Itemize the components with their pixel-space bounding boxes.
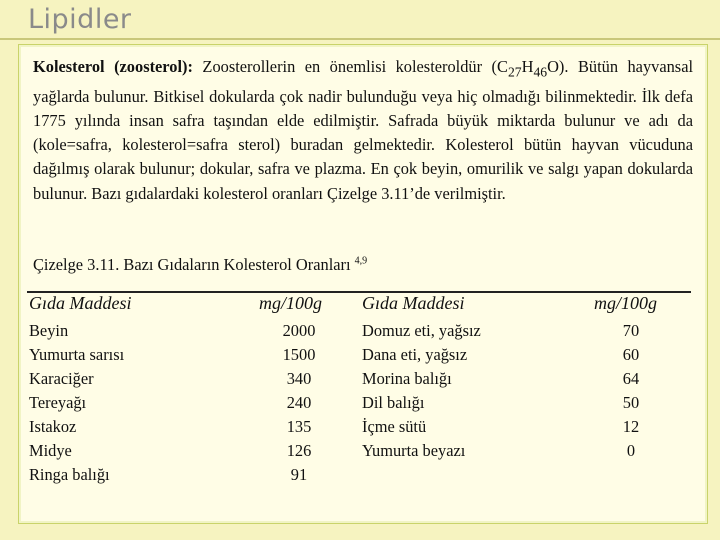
column-header-unit-left: mg/100g [259,293,322,313]
table-row-value: 135 [286,417,312,436]
table-caption-reference: 4,9 [354,255,368,267]
formula-sub-carbon: 27 [507,64,522,80]
table-row-food: İçme sütü [362,417,427,436]
formula-sub-hydrogen: 46 [533,64,548,80]
table-row-value: 240 [286,393,312,412]
paragraph-text-1: Zoosterollerin en önemlisi kolesteroldür (C [192,57,508,76]
table-row-value: 91 [290,465,308,484]
title-divider [0,38,720,40]
table-row-food: Domuz eti, yağsız [362,321,481,340]
table-row-value: 60 [622,345,640,364]
table-caption-text: Çizelge 3.11. Bazı Gıdaların Kolesterol Oranları [33,255,351,274]
table-row-value: 12 [622,417,640,436]
table-row-value: 64 [622,369,640,388]
cholesterol-paragraph [33,55,693,206]
table-row-food: Istakoz [29,417,77,436]
table-row-food: Dana eti, yağsız [362,345,468,364]
table-row-value: 50 [622,393,640,412]
table-row-food: Tereyağı [29,393,87,412]
content-box [18,44,708,524]
table-row-value: 126 [286,441,312,460]
table-row-food: Yumurta sarısı [29,345,125,364]
table-row-food: Ringa balığı [29,465,110,484]
slide-title: Lipidler [28,4,132,35]
table-row-value: 70 [622,321,640,340]
table-row-food: Karaciğer [29,369,94,388]
formula-hydrogen: H [521,57,534,76]
table-row-value: 1500 [282,345,316,364]
term-label: Kolesterol (zoosterol): [33,57,193,76]
paragraph-text-2: O). Bütün hayvansal yağlarda bulunur. Bitkisel dokularda çok nadir bulunduğu veya hiç olmadığı bilinmektedir. İlk defa 1775 yılında insan safra taşından elde edilmiştir. Safrada büyük miktarda bulunur ve adı da (kole=safra, kolesterol=safra sterol) buradan gelmektedir. Kolesterol bütün hayvan vücuduna dağılmış olarak bulunur; dokular, safra ve plazma. En çok beyin, omurilik ve salgı yapan dokularda bulunur. Bazı gıdalardaki kolesterol oranları Çizelge 3.11’de verilmiştir. [33,57,694,203]
table-row-food: Dil balığı [362,393,425,412]
table-row-food: Beyin [29,321,69,340]
table-caption [33,255,367,275]
column-header-food-left: Gıda Maddesi [29,293,132,313]
table-row-value: 2000 [282,321,316,340]
table-row-food: Midye [29,441,72,460]
table-row-food: Morina balığı [362,369,452,388]
column-header-food-right: Gıda Maddesi [362,293,465,313]
column-header-unit-right: mg/100g [594,293,657,313]
table-row-value: 340 [286,369,312,388]
table-row-food: Yumurta beyazı [362,441,466,460]
table-row-value: 0 [626,441,636,460]
